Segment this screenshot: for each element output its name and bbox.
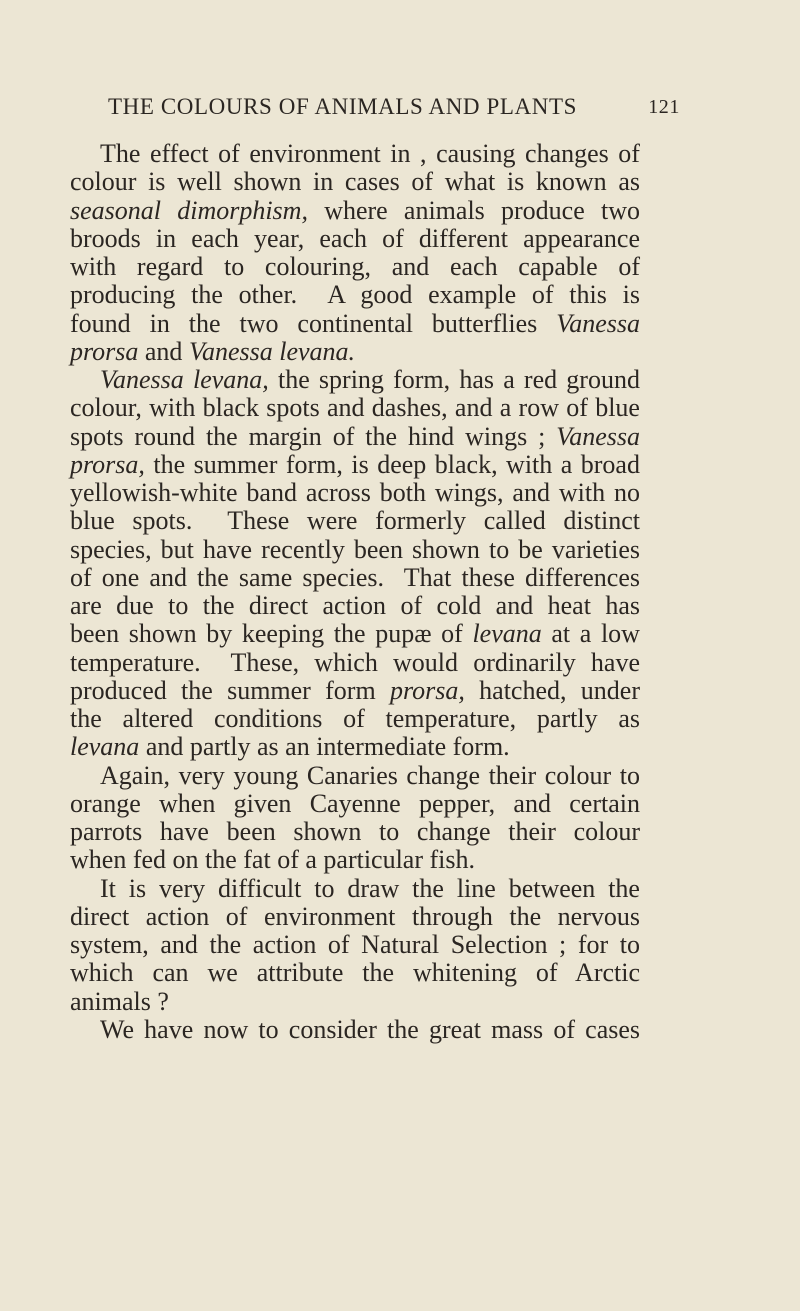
text-fragment: and partly as an intermediate form.	[139, 732, 510, 762]
text-line: animals ?	[70, 986, 169, 1016]
italic-term: Vanessa	[556, 421, 641, 451]
text-line: of one and the same species. That these differences	[70, 562, 641, 592]
text-line: parrots have been shown to change their colour	[70, 817, 640, 846]
italic-term: prorsa,	[70, 449, 145, 479]
text-line: broods in each year, each of different appearance	[70, 223, 641, 253]
text-fragment: spots round the margin of the hind wings ;	[70, 421, 557, 451]
text-fragment: at a low	[541, 619, 640, 649]
text-line: with regard to colouring, and each capable of	[70, 252, 641, 281]
text-line: are due to the direct action of cold and heat has	[70, 591, 641, 620]
text-line: colour is well shown in cases of what is known as	[70, 167, 640, 197]
text-line: We have now to consider the great mass of cases	[100, 1014, 641, 1044]
text-line	[70, 366, 640, 394]
text-fragment: hatched, under	[464, 675, 640, 705]
text-line	[70, 620, 640, 648]
text-line: species, but have recently been shown to be varieties	[70, 534, 640, 564]
italic-term: Vanessa levana,	[100, 365, 269, 394]
text-line	[70, 197, 640, 225]
text-line: orange when given Cayenne pepper, and certain	[70, 788, 640, 818]
italic-term: prorsa,	[389, 675, 465, 705]
italic-term: levana	[70, 732, 140, 762]
text-fragment: the summer form, is deep black, with a broad	[144, 449, 640, 479]
text-line: It is very difficult to draw the line between the	[100, 873, 640, 903]
italic-term: levana	[472, 619, 542, 649]
text-line: the altered conditions of temperature, partly as	[70, 704, 640, 733]
text-line: when fed on the fat of a particular fish.	[70, 845, 476, 875]
text-fragment: the spring form, has a red ground	[268, 365, 640, 394]
italic-term: Vanessa levana.	[188, 336, 356, 366]
text-line: colour, with black spots and dashes, and a row of blue	[70, 393, 640, 423]
text-fragment: produced the summer form	[70, 675, 390, 705]
page-number: 121	[648, 96, 680, 118]
text-line: temperature. These, which would ordinarily have	[70, 647, 640, 677]
text-line: yellowish-white band across both wings, and with no	[70, 478, 641, 507]
text-line: which can we attribute the whitening of Arctic	[70, 958, 641, 988]
text-line	[70, 677, 640, 705]
text-line	[70, 451, 640, 479]
text-line	[70, 310, 640, 338]
italic-term: Vanessa	[556, 308, 640, 338]
running-head-title: THE COLOURS OF ANIMALS AND PLANTS	[108, 94, 577, 119]
running-head	[108, 92, 680, 122]
text-fragment: been shown by keeping the pupæ of	[70, 619, 473, 649]
text-line: system, and the action of Natural Selection ; for to	[70, 930, 640, 959]
text-line: producing the other. A good example of this is	[70, 280, 640, 310]
italic-term: seasonal dimorphism,	[70, 195, 308, 225]
text-fragment: and	[138, 336, 189, 366]
text-line: direct action of environment through the nervous	[70, 901, 640, 931]
text-line	[70, 733, 640, 761]
body-text	[70, 140, 640, 1044]
text-line: Again, very young Canaries change their colour to	[100, 760, 640, 790]
italic-term: prorsa	[70, 336, 139, 366]
text-line: The effect of environment in , causing changes of	[100, 139, 640, 168]
text-line: blue spots. These were formerly called distinct	[70, 506, 640, 536]
text-fragment: where animals produce two	[307, 195, 640, 225]
text-line	[70, 338, 640, 366]
text-line	[70, 423, 640, 451]
text-fragment: found in the two continental butterflies	[70, 308, 557, 338]
